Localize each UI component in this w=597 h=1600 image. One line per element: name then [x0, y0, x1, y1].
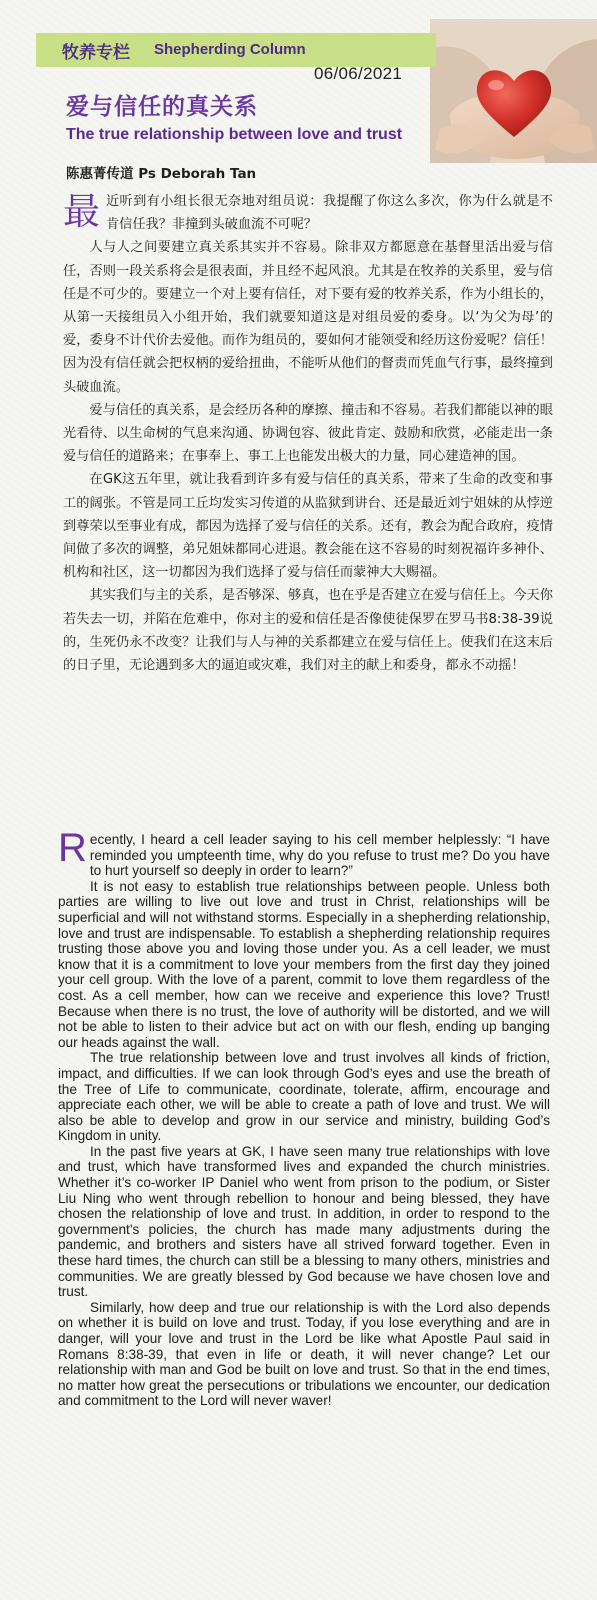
zh-paragraph-2: 人与人之间要建立真关系其实并不容易。除非双方都愿意在基督里活出爱与信任，否则一段关系将会是很表面，并且经不起风浪。尤其是在牧养的关系里，爱与信任是不可少的。要建立一个对上要有信任，对下要有爱的牧养关系，作为小组长的，从第一天接组员入小组开始，我们就要知道这是对组员爱的委身。以‘为父为母’的爱，委身不计代价去爱他。而作为组员的，要如何才能领受和经历这份爱呢？信任！因为没有信任就会把权柄的爱给扭曲，不能听从他们的督责而凭血气行事，最终撞到头破血流。	[63, 240, 553, 395]
column-name-en: Shepherding Column	[154, 41, 306, 58]
en-paragraph-3: The true relationship between love and trust involves all kinds of friction, impact, and difficulties. If we can look through God’s eyes and use the breath of the Tree of Life to communicate, coordinate, tolerate, affirm, encourage and appreciate each other, we will be able to create a path of love and trust. We will also be able to develop and grow in our service and ministry, building God’s Kingdom in unity.	[58, 1050, 550, 1144]
zh-paragraph-1	[63, 190, 553, 236]
zh-dropcap: 最	[63, 190, 100, 233]
en-paragraph-4: In the past five years at GK, I have seen many true relationships with love and trust, which have transformed lives and expanded the church ministries. Whether it’s co-worker IP Daniel who went from prison to the podium, or Sister Liu Ning who went through rebellion to honour and being blessed, they have chosen the relationship of love and trust. In addition, in order to respond to the government’s policies, the church has made many adjustments during the pandemic, and brothers and sisters have all strived forward together. Even in these hard times, the church can still be a blessing to many others, ministries and communities. We are greatly blessed by God because we have chosen love and trust.	[58, 1143, 550, 1300]
publish-date: 06/06/2021	[314, 64, 403, 83]
zh-paragraph-5: 其实我们与主的关系，是否够深、够真，也在乎是否建立在爱与信任上。今天你若失去一切，并陷在危难中，你对主的爱和信任是否像使徒保罗在罗马书8:38-39说的，生死仍永不改变？让我们与人与神的关系都建立在爱与信任上。使我们在这末后的日子里，无论遇到多大的逼迫或灾难，我们对主的献上和委身，都永不动摇！	[63, 588, 553, 674]
en-dropcap: R	[58, 826, 87, 870]
hands-holding-heart-photo	[430, 19, 597, 163]
column-name-zh: 牧养专栏	[62, 43, 130, 63]
chinese-article-body	[63, 190, 553, 677]
zh-paragraph-1-text: 近听到有小组长很无奈地对组员说：我提醒了你这么多次，你为什么就是不肯信任我？非撞到头破血流不可呢？	[106, 194, 553, 233]
article-title-en: The true relationship between love and trust	[66, 126, 403, 143]
en-paragraph-5: Similarly, how deep and true our relationship is with the Lord also depends on whether it is build on love and trust. Today, if you lose everything and are in danger, will your love and trust in the Lord be like what Apostle Paul said in Romans 8:38-39, that even in life or death, it will never change? Let our relationship with man and God be built on love and trust. So that in the end times, no matter how great the persecutions or tribulations we encounter, our dedication and commitment to the Lord will never waver!	[58, 1299, 550, 1409]
en-paragraph-1	[58, 826, 550, 879]
article-title-zh: 爱与信任的真关系	[66, 94, 258, 120]
author-byline: 陈惠菁传道 Ps Deborah Tan	[66, 166, 257, 182]
en-paragraph-2: It is not easy to establish true relationships between people. Unless both parties are willing to live out love and trust in Christ, relationships will be superficial and will not withstand storms. Especially in a shepherding relationship, love and trust are indispensable. To establish a shepherding relationship requires trusting those above you and loving those under you. As a cell leader, we must know that it is a commitment to love your members from the first day they joined your cell group. With the love of a parent, commit to love them regardless of the cost. As a cell member, how can we receive and experience this love? Trust! Because when there is no trust, the love of authority will be distorted, and we will not be able to listen to their advice but act on with our flesh, ending up banging our heads against the wall.	[58, 878, 550, 1050]
en-paragraph-1-text: ecently, I heard a cell leader saying to his cell member helplessly: “I have reminded you umpteenth time, why do you refuse to trust me? Do you have to hurt yourself so deeply in order to learn?”	[89, 832, 550, 879]
zh-paragraph-3: 爱与信任的真关系，是会经历各种的摩擦、撞击和不容易。若我们都能以神的眼光看待、以生命树的气息来沟通、协调包容、彼此肯定、鼓励和欣赏，必能走出一条爱与信任的道路来；在事奉上、事工上也能发出极大的力量，同心建造神的国。	[63, 402, 553, 465]
zh-paragraph-4: 在GK这五年里，就让我看到许多有爱与信任的真关系，带来了生命的改变和事工的阔张。不管是同工丘均发实习传道的从监狱到讲台、还是最近刘宁姐妹的从悖逆到尊荣以至事业有成，都因为选择了爱与信任的关系。还有，教会为配合政府，疫情间做了多次的调整，弟兄姐妹都同心进退。教会能在这不容易的时刻祝福许多神仆、机构和社区，这一切都因为我们选择了爱与信任而蒙神大大赐福。	[63, 472, 553, 581]
heart-image	[430, 19, 597, 163]
english-article-body	[58, 826, 550, 1409]
